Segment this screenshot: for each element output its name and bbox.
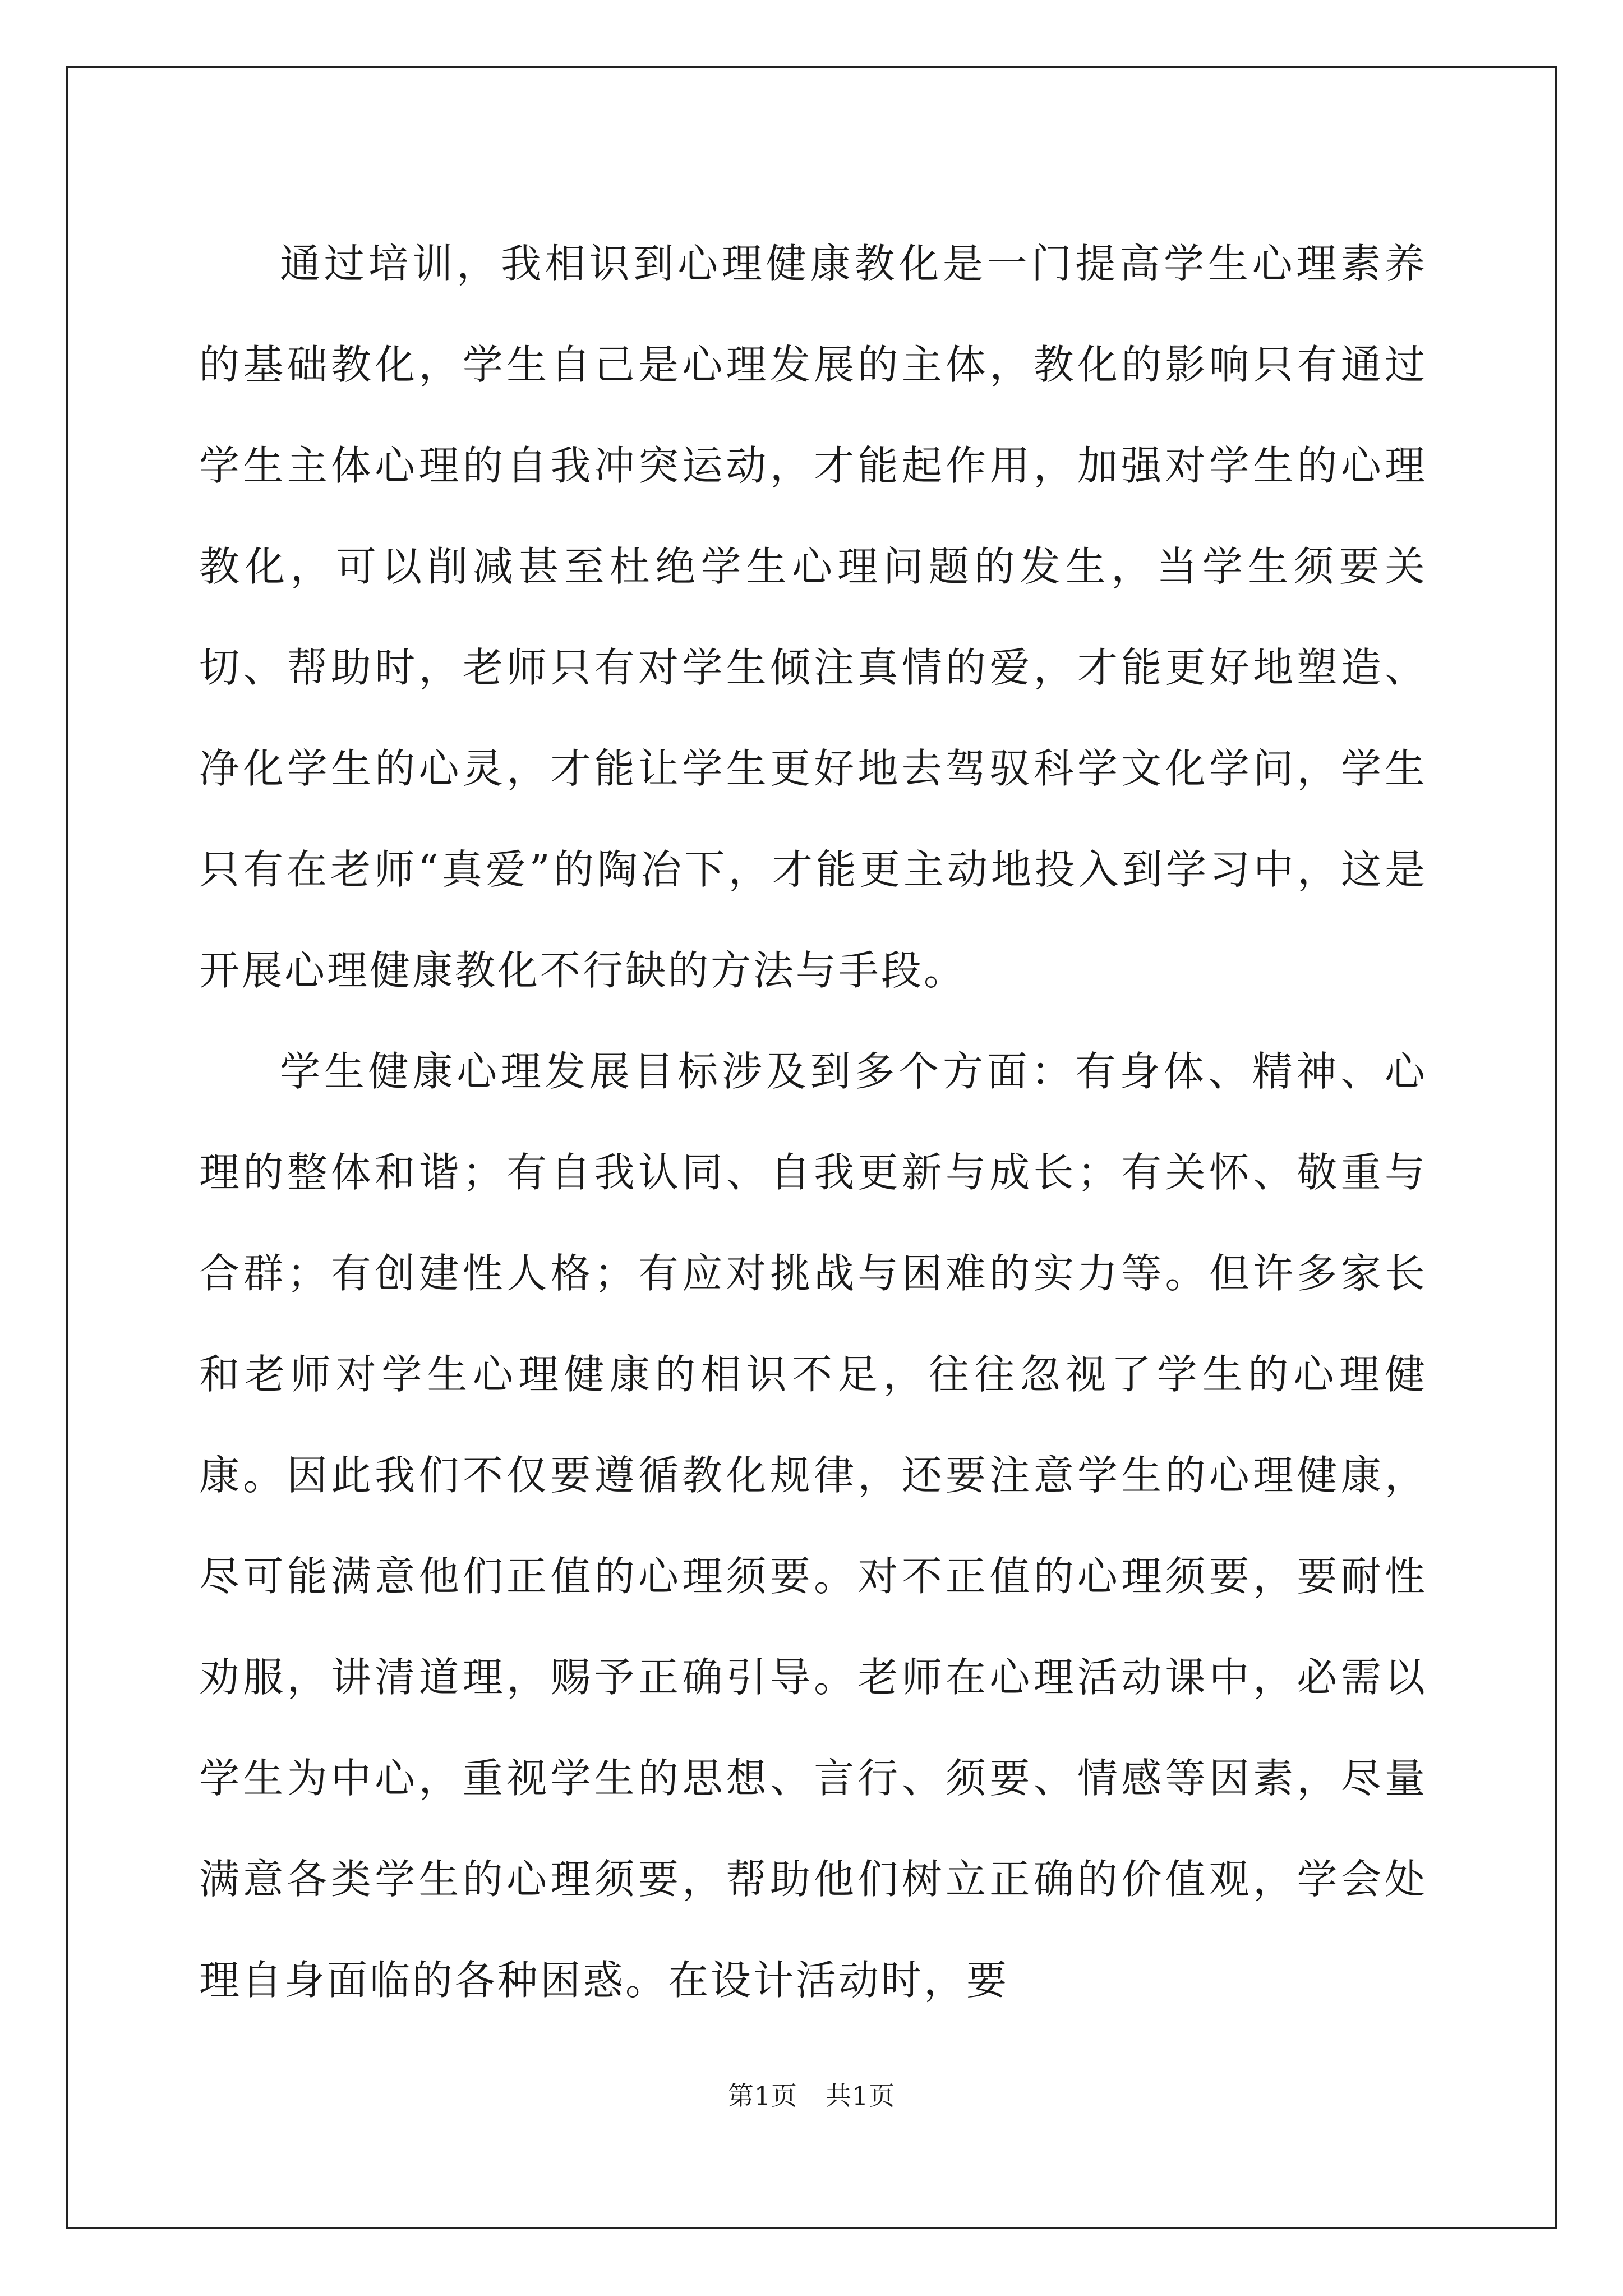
paragraph-1: 通过培训，我相识到心理健康教化是一门提高学生心理素养的基础教化，学生自己是心理发展的主体，教化的影响只有通过学生主体心理的自我冲突运动，才能起作用，加强对学生的心理教化，可以削减甚至杜绝学生心理问题的发生，当学生须要关切、帮助时，老师只有对学生倾注真情的爱，才能更好地塑造、净化学生的心灵，才能让学生更好地去驾驭科学文化学问，学生只有在老师“真爱”的陶冶下，才能更主动地投入到学习中，这是开展心理健康教化不行缺的方法与手段。 xyxy=(199,240,1427,994)
document-body xyxy=(199,213,1427,2031)
page-footer xyxy=(0,2076,1623,2113)
paragraph-2: 学生健康心理发展目标涉及到多个方面：有身体、精神、心理的整体和谐；有自我认同、自我更新与成长；有关怀、敬重与合群；有创建性人格；有应对挑战与困难的实力等。但许多家长和老师对学生心理健康的相识不足，往往忽视了学生的心理健康。因此我们不仅要遵循教化规律，还要注意学生的心理健康，尽可能满意他们正值的心理须要。对不正值的心理须要，要耐性劝服，讲清道理，赐予正确引导。老师在心理活动课中，必需以学生为中心，重视学生的思想、言行、须要、情感等因素，尽量满意各类学生的心理须要，帮助他们树立正确的价值观，学会处理自身面临的各种困惑。在设计活动时，要 xyxy=(199,1048,1427,2004)
page-number-current: 第1页 xyxy=(727,2081,797,2111)
page-number-total: 共1页 xyxy=(826,2081,896,2111)
